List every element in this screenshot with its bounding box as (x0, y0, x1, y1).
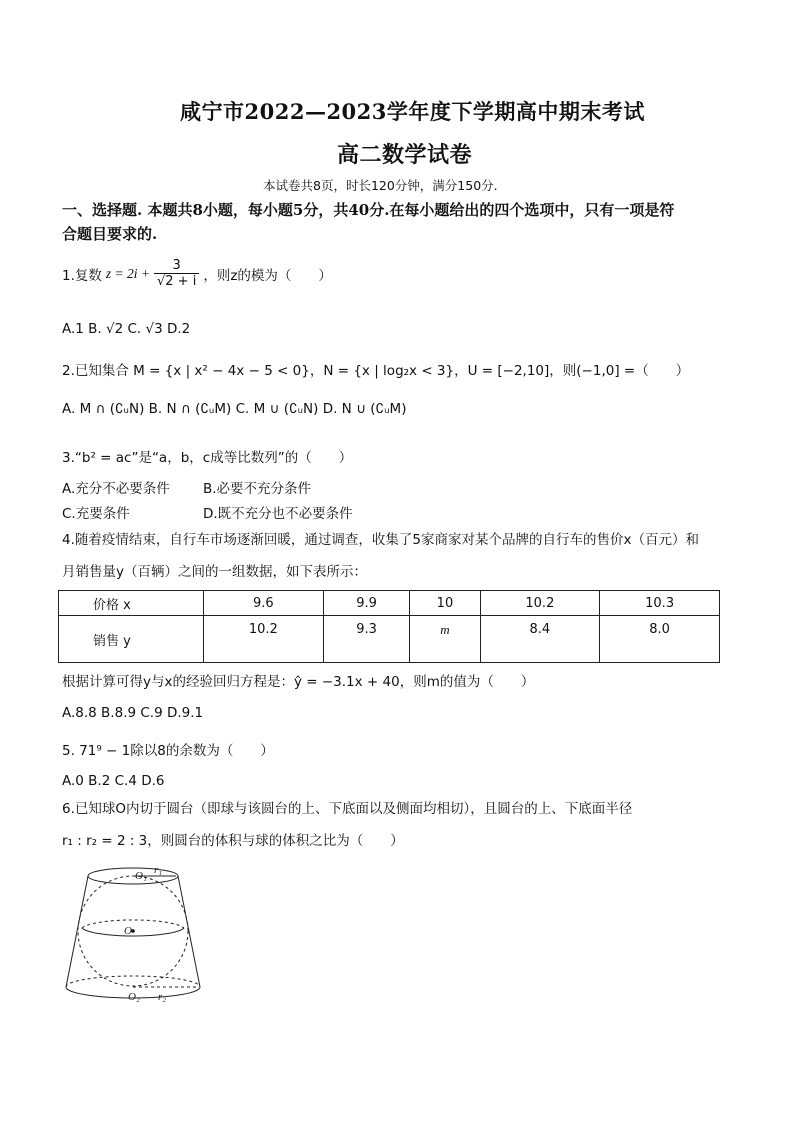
table-cell: 10 (410, 591, 480, 616)
table-cell: 8.4 (480, 616, 600, 663)
question-4-regression: 根据计算可得y与x的经验回归方程是：ŷ = −3.1x + 40，则m的值为（ ） (62, 674, 535, 690)
frustum-right-side (178, 876, 200, 987)
label-o2: O₂ (128, 991, 140, 1003)
frustum-left-side (66, 876, 88, 987)
q3-option-a: A.充分不必要条件 (62, 481, 170, 497)
q1-fraction (154, 258, 199, 289)
table-cell: 9.3 (323, 616, 410, 663)
q1-stem-pre: 1.复数 (62, 267, 102, 284)
question-3-stem: 3.“b² = ac”是“a，b，c成等比数列”的（ ） (62, 450, 353, 466)
question-5-stem: 5. 71⁹ − 1除以8的余数为（ ） (62, 743, 274, 759)
price-sales-table (58, 590, 720, 663)
table-row (59, 591, 720, 616)
table-cell: 9.6 (204, 591, 324, 616)
sphere-equator-back (82, 920, 184, 928)
table-row-header: 价格 x (59, 591, 204, 616)
table-row-header: 销售 y (59, 616, 204, 663)
label-o1: O₁ (135, 870, 147, 882)
question-4-stem-line1: 4.随着疫情结束，自行车市场逐渐回暖，通过调查，收集了5家商家对某个品牌的自行车的售价x（百元）和 (62, 532, 699, 548)
label-o: O (124, 925, 132, 937)
question-6-stem-line1: 6.已知球O内切于圆台（即球与该圆台的上、下底面以及侧面均相切），且圆台的上、下底面半径 (62, 801, 633, 817)
question-2-options: A. M ∩ (∁ᵤN) B. N ∩ (∁ᵤM) C. M ∪ (∁ᵤN) D. N ∪ (∁ᵤM) (62, 401, 407, 417)
table-cell: 10.2 (480, 591, 600, 616)
q1-frac-numerator: 3 (154, 258, 199, 274)
question-5-options: A.0 B.2 C.4 D.6 (62, 773, 165, 789)
section-heading-line1: 一、选择题. 本题共8小题，每小题5分，共40分.在每小题给出的四个选项中，只有一项是符 (62, 201, 675, 219)
paper-subtitle: 高二数学试卷 (337, 142, 473, 168)
table-row (59, 616, 720, 663)
question-4-stem-line2: 月销售量y（百辆）之间的一组数据，如下表所示： (62, 564, 367, 580)
exam-title: 咸宁市2022—2023学年度下学期高中期末考试 (180, 99, 645, 124)
table-cell: m (410, 616, 480, 663)
table-cell: 9.9 (323, 591, 410, 616)
section-heading-line2: 合题目要求的. (62, 225, 158, 243)
frustum-sphere-figure (58, 862, 208, 1012)
q3-option-c: C.充要条件 (62, 506, 130, 522)
q3-option-d: D.既不充分也不必要条件 (203, 506, 353, 522)
q1-stem-post: ，则z的模为（ ） (203, 267, 332, 284)
bottom-base-back (66, 976, 200, 987)
question-2-stem: 2.已知集合 M = {x | x² − 4x − 5 < 0}，N = {x | log₂x < 3}，U = [−2,10]，则(−1,0] =（ ） (62, 363, 690, 379)
question-6-stem-line2: r₁ : r₂ = 2 : 3，则圆台的体积与球的体积之比为（ ） (62, 833, 404, 849)
table-cell: 10.2 (204, 616, 324, 663)
question-4-options: A.8.8 B.8.9 C.9 D.9.1 (62, 705, 204, 721)
q1-frac-denominator: √2 + i (157, 274, 197, 289)
table-cell: 8.0 (600, 616, 720, 663)
label-r2: r₂ (158, 991, 167, 1003)
question-1-options: A.1 B. √2 C. √3 D.2 (62, 321, 191, 337)
exam-info: 本试卷共8页，时长120分钟，满分150分. (263, 178, 498, 193)
question-1-stem (62, 258, 332, 289)
q3-option-b: B.必要不充分条件 (203, 481, 312, 497)
label-r1: r₁ (154, 864, 163, 876)
table-cell: 10.3 (600, 591, 720, 616)
q1-expr-left: z = 2i + (105, 265, 150, 281)
